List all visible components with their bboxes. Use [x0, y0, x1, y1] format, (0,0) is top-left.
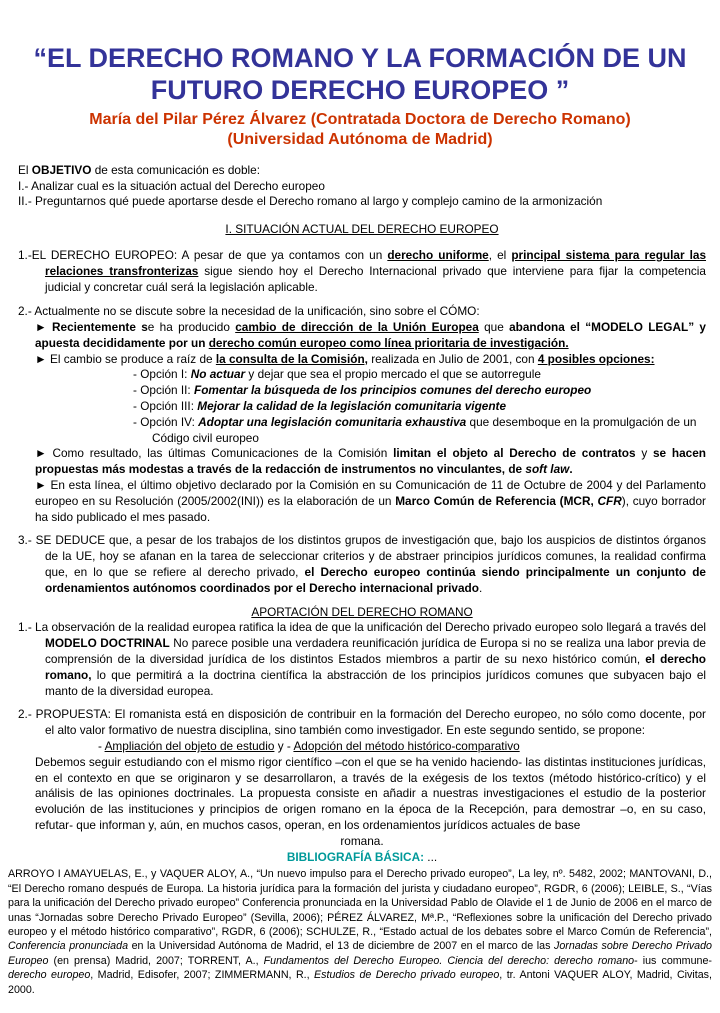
text-segment: - Opción III:	[133, 399, 198, 414]
text-segment: , tr. Antoni VAQUER ALOY, Madrid, Civitas, 2000.	[8, 969, 712, 996]
text-segment: .	[478, 580, 483, 595]
text-segment: 4 posibles opciones:	[537, 351, 655, 366]
text-segment: y dejar que sea el propio mercado el que se autorregule	[245, 367, 541, 382]
objective-item-2: II.- Preguntarnos qué puede aportarse desde el Derecho romano al largo y complejo camino de la armonización	[18, 194, 603, 209]
text-segment: el Derecho europeo continúa siendo principalmente un conjunto de ordenamientos autónomos coordinados por el Derecho internacional privado	[45, 565, 706, 595]
text-segment: 1.- La observación de la realidad europea ratifica la idea de que la unificación del Derecho privado europeo solo llegará a través del	[18, 620, 706, 635]
text-segment: realizada en Julio de 2001, con	[367, 351, 538, 366]
text-segment: Adoptar una legislación comunitaria exhaustiva	[198, 414, 467, 429]
option-1	[18, 367, 706, 383]
text-segment: sigue siendo hoy el Derecho Internacional privado que interviene para fijar la competencia judicial y concretar cuál será la legislación aplicable.	[45, 263, 706, 294]
author-line-2: (Universidad Autónoma de Madrid)	[227, 131, 493, 149]
option-2	[18, 383, 706, 399]
section-heading-aportacion-text: APORTACIÓN DEL DERECHO ROMANO	[251, 604, 473, 619]
text-segment: - Opción IV:	[133, 414, 199, 429]
author-line-1: María del Pilar Pérez Álvarez (Contratada Doctora de Derecho Romano)	[89, 110, 631, 128]
paragraph-debemos: Debemos seguir estudiando con el mismo rigor científico –con el que se ha venido haciendo- las distintas instituciones jurídicas, en el contexto en que se originaron y se desarrollaron, a través de la exégesis de los textos (método histórico-crítico) y el análisis de las opiniones doctrinales. La propuesta consiste en añadir a nuestras investigaciones el estudio de la posterior evolución de las instituciones y principios de origen romano en la época de la Recepción, para demostrar –o, en su caso, refutar- que informan y, aún, en muchos casos, operan, en los ordenamientos jurídicos actuales de base	[35, 754, 706, 832]
text-segment: El	[18, 162, 32, 177]
text-segment: que	[478, 320, 510, 335]
text-segment: No parece posible una verdadera reunificación jurídica de Europa si no se realiza una labor previa de comprensión de la diversidad jurídica de los distintos Estados miembros a partir de su nexo histórico común,	[45, 636, 706, 667]
text-segment: ), cuyo borrador ha sido publicado el mes pasado.	[35, 493, 706, 524]
text-segment: (en prensa) Madrid, 2007; TORRENT, A.,	[48, 954, 264, 967]
text-segment: Jornadas sobre Derecho Privado Europeo	[8, 940, 713, 967]
text-segment: la consulta de la Comisión,	[215, 351, 368, 366]
text-segment: e ha producido	[147, 320, 236, 335]
text-segment: CFR	[597, 493, 622, 508]
text-segment: OBJETIVO	[31, 162, 92, 177]
slide-body	[0, 163, 720, 997]
text-segment: se hacen propuestas más modestas a través de la redacción de instrumentos no vinculantes, de	[35, 446, 706, 477]
text-segment: , Madrid, Edisofer, 2007; ZIMMERMANN, R.,	[90, 969, 315, 982]
text-segment: que desemboque en la promulgación de un Código civil europeo	[152, 414, 697, 445]
text-segment: derecho común europeo como línea prioritaria de investigación.	[208, 335, 569, 350]
text-segment: 1.-EL DERECHO EUROPEO: A pesar de que ya contamos con un	[18, 247, 388, 262]
text-segment: lo que permitirá a la doctrina científica la abstracción de los principios jurídicos comunes que subyacen bajo el manto de la diversidad europea.	[45, 667, 706, 698]
text-segment: en la Universidad Autónoma de Madrid, el 13 de diciembre de 2007 en el marco de las	[128, 940, 554, 953]
text-segment: Adopción del método histórico-comparativo	[293, 739, 520, 754]
text-segment: y	[635, 446, 653, 461]
text-segment: abandona el “MODELO LEGAL” y apuesta decididamente por un	[35, 320, 706, 350]
page-title	[0, 42, 720, 107]
text-segment: de esta comunicación es doble:	[91, 162, 260, 177]
text-segment: , el	[488, 247, 512, 262]
text-segment: .	[569, 462, 573, 477]
bullet-recientemente	[18, 320, 706, 352]
proposal-line	[18, 739, 706, 755]
option-3	[18, 399, 706, 415]
bibliography-heading-text: BIBLIOGRAFÍA BÁSICA:	[286, 849, 425, 864]
text-segment: - ius commune-	[634, 954, 712, 967]
option-4	[18, 415, 706, 447]
author-block	[0, 110, 720, 151]
bullet-como-resultado	[18, 446, 706, 478]
text-segment: derecho uniforme	[387, 247, 489, 262]
title-line-2: FUTURO DERECHO EUROPEO ”	[150, 75, 570, 106]
bibliography-heading	[18, 850, 706, 866]
text-segment: ► El cambio se produce a raíz de	[35, 351, 216, 366]
text-segment: Marco Común de Referencia (MCR,	[395, 493, 598, 508]
section-heading-aportacion	[18, 605, 706, 621]
text-segment: Recientemente s	[51, 320, 148, 335]
paragraph-observacion	[18, 620, 706, 699]
section-heading-situacion	[18, 222, 706, 238]
paragraph-propuesta: 2.- PROPUESTA: El romanista está en disposición de contribuir en la formación del Derecho europeo, no sólo como docente, por el alto valor formativo de nuestra disciplina, sino también como investigador. En este segundo sentido, se propone:	[18, 707, 706, 738]
text-segment: limitan el objeto al Derecho de contratos	[393, 446, 636, 461]
title-line-1: “EL DERECHO ROMANO Y LA FORMACIÓN DE UN	[33, 43, 687, 73]
text-segment: ► Como resultado, las últimas Comunicaciones de la Comisión	[35, 446, 394, 461]
objective-line	[18, 163, 706, 179]
text-segment: cambio de dirección de la Unión Europea	[235, 320, 479, 335]
paragraph-se-deduce	[18, 533, 706, 596]
romana-line: romana.	[340, 833, 384, 848]
text-segment: 3.- SE DEDUCE que, a pesar de los trabajos de los distintos grupos de investigación que, bajo los auspicios de distintos órganos de la UE, hoy se afanan en la tarea de seleccionar criterios y de abstraer principios jurídicos comunes, la realidad confirma que, en lo que se refiere al derecho privado,	[18, 533, 706, 580]
text-segment: derecho europeo	[8, 969, 91, 982]
bullet-el-cambio	[18, 352, 706, 368]
text-segment: principal sistema para regular las relaciones transfronterizas	[45, 247, 707, 278]
text-segment: -	[98, 739, 105, 754]
section-heading-situacion-text: I. SITUACIÓN ACTUAL DEL DERECHO EUROPEO	[225, 222, 499, 237]
text-segment: ► En esta línea, el último objetivo declarado por la Comisión en su Comunicación de 11 de Octubre de 2004 y del Parlamento europeo en su Resolución (2005/2002(INI)) es la elaboración de un	[35, 478, 706, 508]
text-segment: el derecho romano,	[45, 652, 706, 682]
text-segment: No actuar	[190, 367, 246, 382]
text-segment: - Opción II:	[133, 383, 194, 398]
bibliography-heading-dots: ...	[424, 849, 438, 864]
text-segment: Fomentar la búsqueda de los principios comunes del derecho europeo	[193, 383, 592, 398]
text-segment: Estudios de Derecho privado europeo	[314, 969, 500, 982]
paragraph-actualmente: 2.- Actualmente no se discute sobre la necesidad de la unificación, sino sobre el CÓMO:	[18, 304, 480, 319]
objective-item-1: I.- Analizar cual es la situación actual del Derecho europeo	[18, 178, 325, 193]
paragraph-derecho-europeo	[18, 248, 706, 295]
text-segment: soft law	[525, 462, 570, 477]
text-segment: Mejorar la calidad de la legislación comunitaria vigente	[197, 399, 507, 414]
text-segment: MODELO DOCTRINAL	[45, 636, 170, 651]
text-segment: Conferencia pronunciada	[8, 940, 129, 953]
text-segment: ARROYO I AMAYUELAS, E., y VAQUER ALOY, A., “Un nuevo impulso para el Derecho privado europeo”, La ley, nº. 5482, 2002; MANTOVANI, D., “El Derecho romano después de Europa. La historia jurídica para la formación del jurista y ciudadano europeo”, RGDR, 6 (2006); LEIBLE, S., “Vías para la unificación del Derecho privado europeo” Conferencia pronunciada en la Universidad Pablo de Olavide el 1 de Junio de 2006 en el marco de unas “Jornadas sobre Derecho Privado Europeo” (Sevilla, 2006); PÉREZ ÁLVAREZ, Mª.P., “Reflexiones sobre la unificación del Derecho privado europeo y el método histórico comparativo”, RGDR, 6 (2006); SCHULZE, R., “Estado actual de los debates sobre el Marco Común de Referencia”,	[8, 868, 712, 939]
bullet-en-esta-linea	[18, 478, 706, 525]
text-segment: Ampliación del objeto de estudio	[104, 739, 275, 754]
text-segment: ►	[35, 320, 52, 335]
text-segment: Fundamentos del Derecho Europeo. Ciencia del derecho: derecho romano	[263, 954, 635, 967]
text-segment: y -	[274, 739, 294, 754]
bibliography-text	[8, 867, 712, 997]
text-segment: - Opción I:	[133, 367, 191, 382]
